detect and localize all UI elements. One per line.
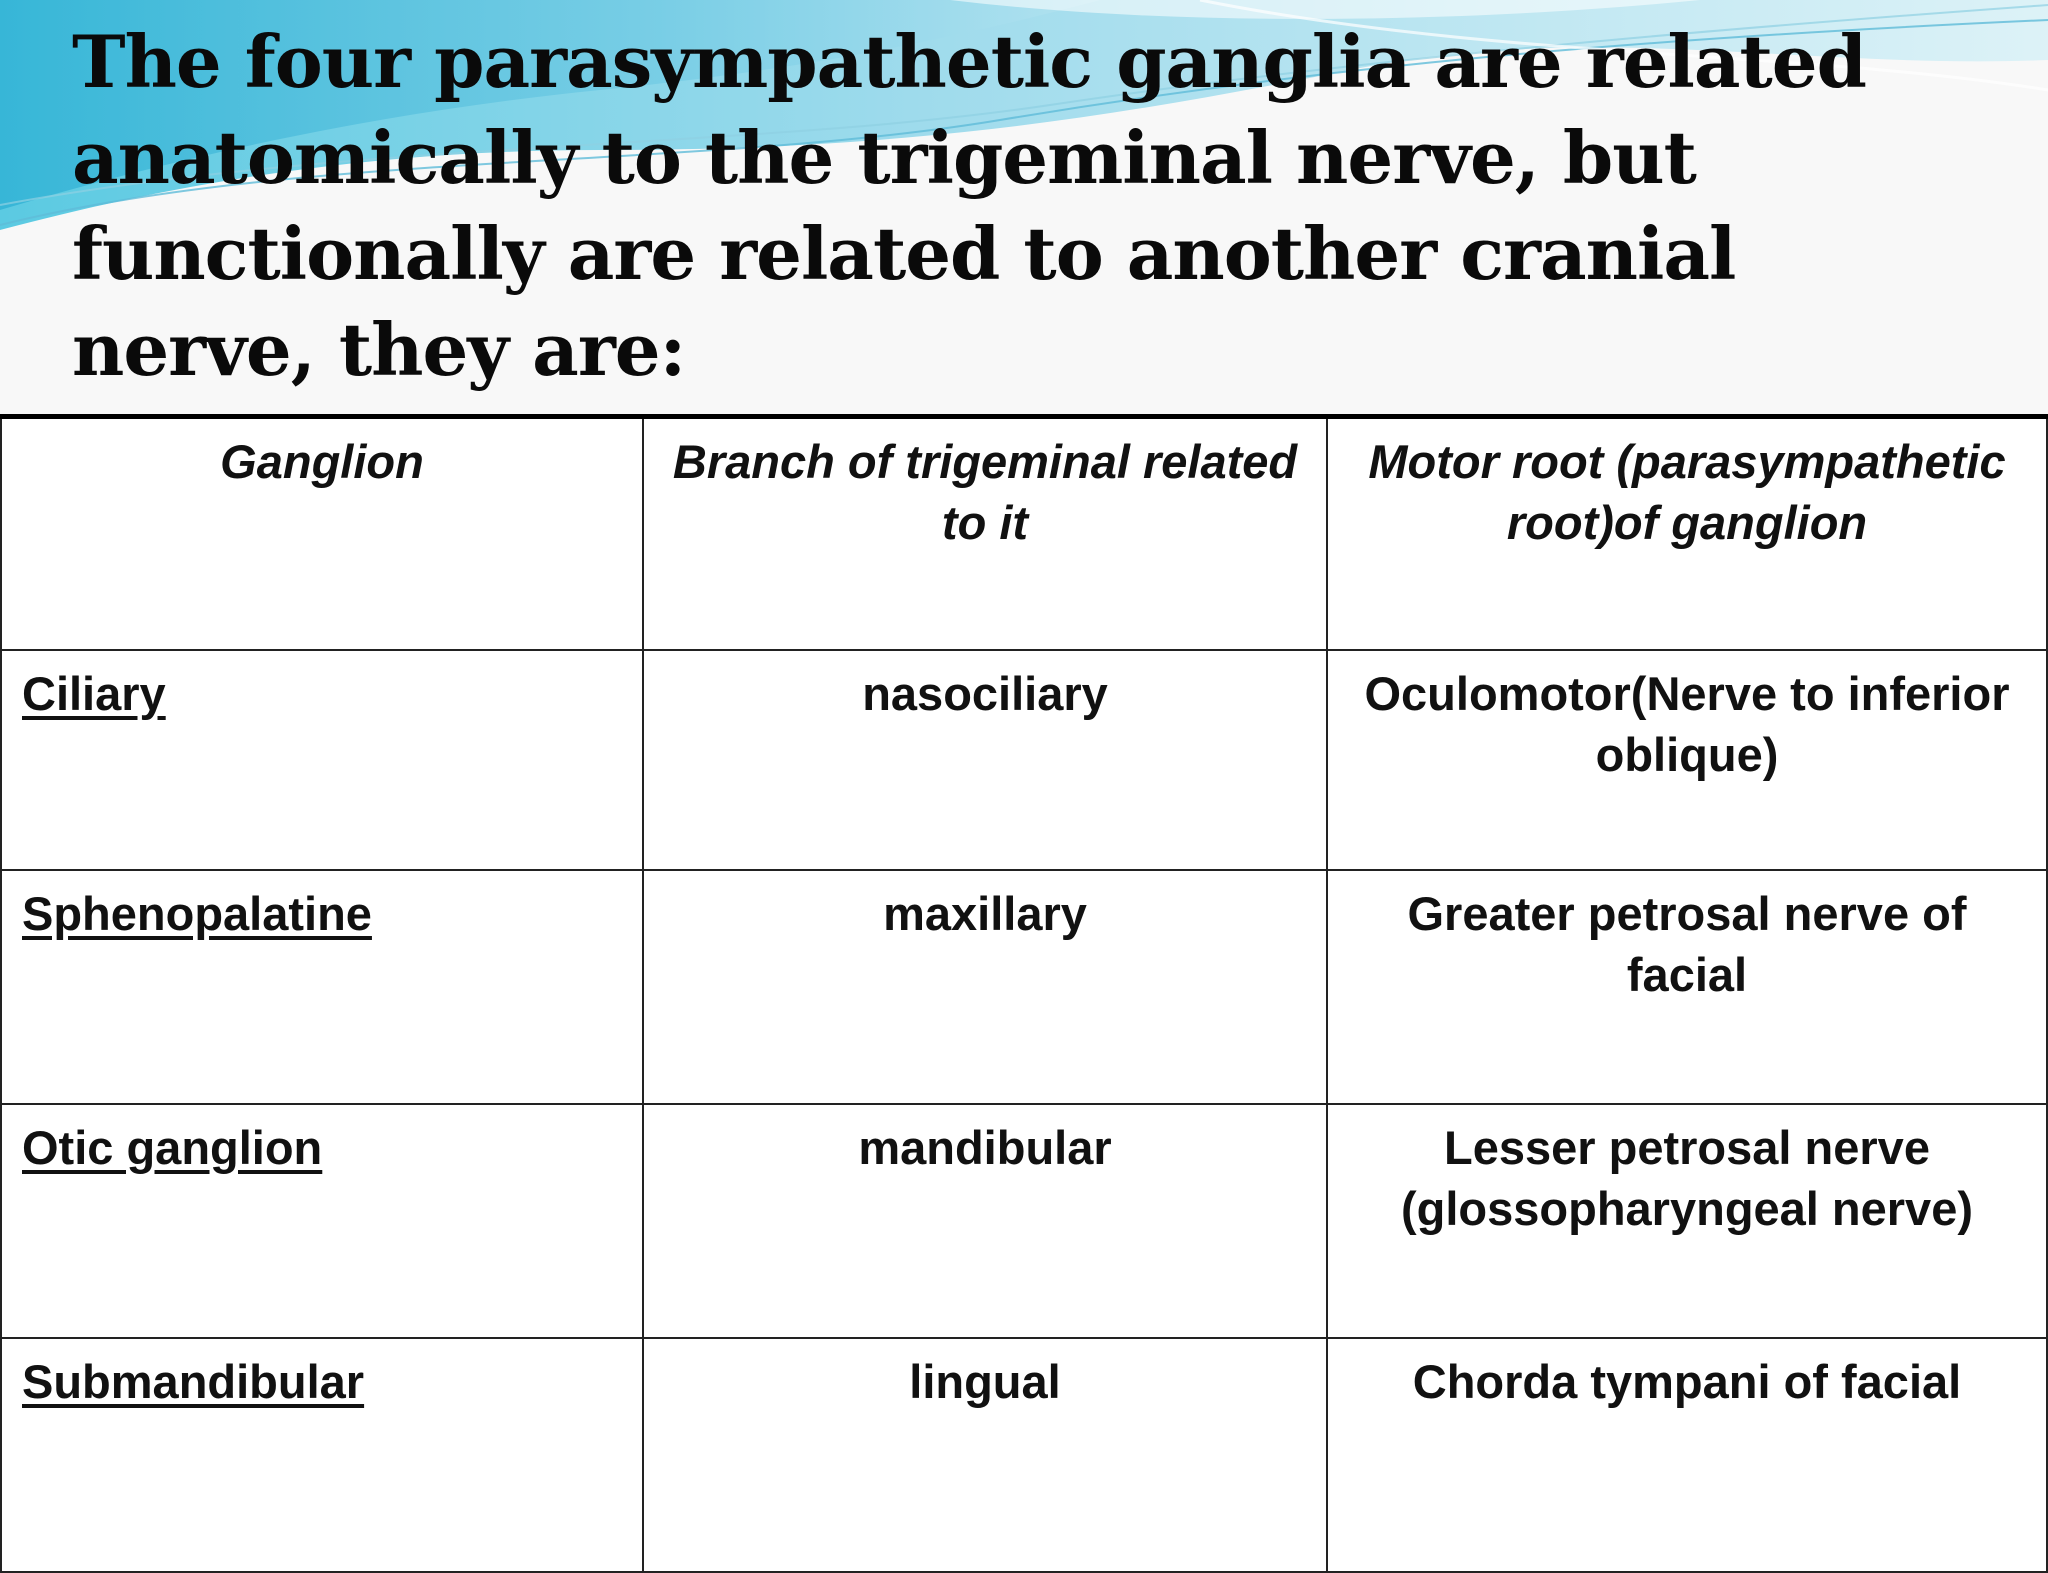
trigeminal-branch: nasociliary xyxy=(643,650,1327,870)
column-header-ganglion: Ganglion xyxy=(1,417,643,651)
slide-title: The four parasympathetic ganglia are related anatomically to the trigeminal nerve, but functionally are related to another cranial nerve, they are: xyxy=(72,19,1866,392)
motor-root: Chorda tympani of facial xyxy=(1327,1338,2047,1572)
ganglion-name: Submandibular xyxy=(1,1338,643,1572)
trigeminal-branch: lingual xyxy=(643,1338,1327,1572)
ganglion-name: Otic ganglion xyxy=(1,1104,643,1338)
table-row xyxy=(1,1104,2047,1338)
motor-root: Lesser petrosal nerve (glossopharyngeal nerve) xyxy=(1327,1104,2047,1338)
motor-root: Greater petrosal nerve of facial xyxy=(1327,870,2047,1104)
column-header-trigeminal-branch: Branch of trigeminal related to it xyxy=(643,417,1327,651)
table-row xyxy=(1,1338,2047,1572)
trigeminal-branch: maxillary xyxy=(643,870,1327,1104)
trigeminal-branch: mandibular xyxy=(643,1104,1327,1338)
ganglion-name: Sphenopalatine xyxy=(1,870,643,1104)
table-header-row xyxy=(1,417,2047,651)
column-header-motor-root: Motor root (parasympathetic root)of ganglion xyxy=(1327,417,2047,651)
ganglia-table xyxy=(0,414,2048,1573)
ganglia-table-container xyxy=(0,414,2048,1536)
motor-root: Oculomotor(Nerve to inferior oblique) xyxy=(1327,650,2047,870)
table-row xyxy=(1,650,2047,870)
ganglion-name: Ciliary xyxy=(1,650,643,870)
table-row xyxy=(1,870,2047,1104)
